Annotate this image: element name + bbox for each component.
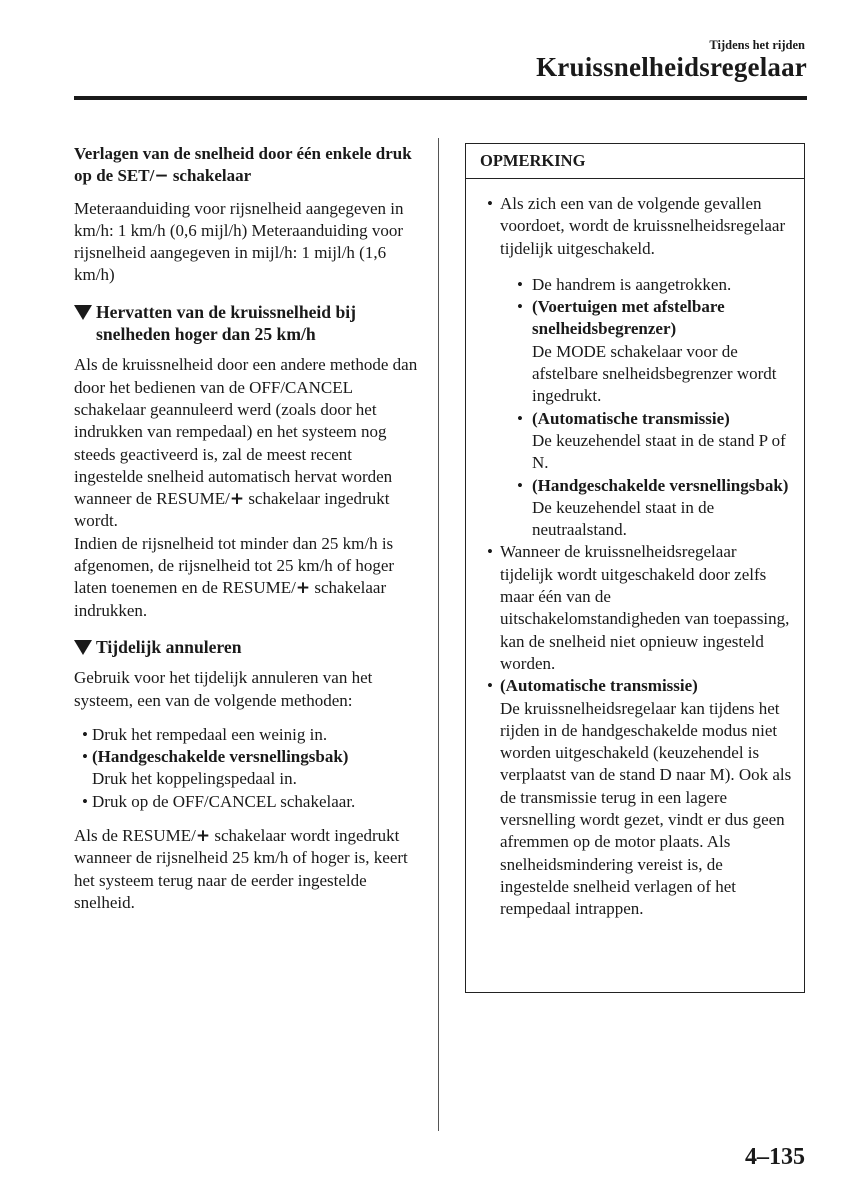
plus-icon: + [229, 489, 245, 510]
note-subitem-text: De keuzehendel staat in de stand P of N. [532, 430, 786, 473]
plus-icon: + [195, 826, 211, 847]
note-item-text: De kruissnelheidsregelaar kan tijdens het rijden in de handgeschakelde modus niet worden uitgeschakeld (keuzehendel is verplaatst van de stand D naar M). Ook als de transmissie terug in een lagere versnelling wordt gezet, vindt er dus geen afremmen op de motor plaats. Als snelheidsmindering vereist is, de ingestelde snelheid verlagen of het rempedaal intrappen. [500, 698, 792, 919]
list-item-text: Druk het rempedaal een weinig in. [92, 724, 328, 744]
resume-text-b: schakelaar ingedrukt wordt. [74, 489, 390, 531]
section-heading-cancel [74, 636, 419, 658]
note-item-bold: (Automatische transmissie) [500, 676, 698, 696]
note-heading: OPMERKING [466, 144, 804, 179]
subheading-tail: schakelaar [168, 166, 252, 186]
triangle-marker-icon [74, 640, 92, 655]
bullet-icon: • [517, 408, 523, 428]
section-heading-text: Hervatten van de kruissnelheid bij snelheden hoger dan 25 km/h [96, 301, 357, 345]
note-subitem-bold: (Handgeschakelde versnellingsbak) [532, 475, 789, 495]
resume-text-d: schakelaar indrukken. [74, 578, 387, 620]
minus-icon: − [154, 166, 169, 187]
section-heading-resume [74, 301, 419, 346]
section-heading-text: Tijdelijk annuleren [96, 636, 242, 657]
bullet-icon: • [487, 194, 493, 213]
list-item [74, 724, 419, 746]
list-item-sub: Druk het koppelingspedaal in. [92, 769, 297, 789]
bullet-icon: • [517, 475, 523, 495]
bullet-icon: • [517, 274, 523, 294]
meter-text: Meteraanduiding voor rijsnelheid aangegeven in km/h: 1 km/h (0,6 mijl/h) Meteraanduiding voor rijsnelheid aangegeven in mijl/h: 1 mijl/h (1,6 km/h) [74, 198, 404, 285]
resume-paragraph-1 [74, 354, 419, 532]
subheading-text: Verlagen van de snelheid door één enkele druk op de SET/ [74, 144, 412, 186]
note-body [466, 179, 804, 921]
list-item [74, 746, 419, 768]
note-subitem [508, 475, 792, 542]
note-subitem [508, 296, 792, 407]
header-rule [74, 96, 807, 100]
resume-text-a: Als de kruissnelheid door een andere methode dan door het bedienen van de OFF/CANCEL schakelaar geannuleerd werd (zoals door het indrukken van rempedaal) en het systeem nog steeds geactiveerd is, zal de meest recent ingestelde snelheid automatisch hervat worden wanneer de RESUME/ [74, 355, 418, 509]
bullet-icon: • [82, 791, 88, 811]
list-item [74, 791, 419, 813]
note-subitem-bold: (Voertuigen met afstelbare snelheidsbegrenzer) [532, 297, 725, 339]
list-item-text: (Handgeschakelde versnellingsbak) [92, 747, 349, 767]
closing-text-a: Als de RESUME/ [74, 826, 196, 846]
closing-paragraph [74, 825, 419, 914]
page-number: 4–135 [745, 1144, 805, 1170]
list-item-text: Druk op de OFF/CANCEL schakelaar. [92, 791, 356, 811]
cancel-intro: Gebruik voor het tijdelijk annuleren van het systeem, een van de volgende methoden: [74, 668, 373, 710]
note-item [480, 193, 792, 260]
note-item [480, 541, 792, 675]
bullet-icon: • [487, 542, 493, 562]
note-subitem-text: De handrem is aangetrokken. [532, 274, 732, 294]
note-item-text: Wanneer de kruissnelheidsregelaar tijdelijk wordt uitgeschakeld door zelfs maar één van de uitschakelomstandigheden van toepassing, kan de snelheid niet opnieuw ingesteld worden. [500, 542, 790, 673]
note-subitem [508, 274, 792, 296]
note-subitem [508, 408, 792, 475]
left-column [74, 143, 419, 925]
note-subitem-text: De MODE schakelaar voor de afstelbare snelheidsbegrenzer wordt ingedrukt. [532, 341, 777, 406]
column-divider [438, 138, 439, 1131]
bullet-icon: • [82, 724, 88, 744]
triangle-marker-icon [74, 305, 92, 320]
subheading [74, 143, 419, 188]
note-item-text: Als zich een van de volgende gevallen voordoet, wordt de kruissnelheidsregelaar tijdelijk uitgeschakeld. [500, 194, 786, 258]
bullet-icon: • [487, 676, 493, 696]
bullet-icon: • [82, 747, 88, 767]
note-subitem-bold: (Automatische transmissie) [532, 408, 730, 428]
note-item [480, 675, 792, 920]
note-box [465, 143, 805, 993]
resume-paragraph-2 [74, 533, 419, 622]
resume-text-c: Indien de rijsnelheid tot minder dan 25 km/h is afgenomen, de rijsnelheid tot 25 km/h of hoger laten toenemen en de RESUME/ [74, 533, 395, 598]
section-label: Tijdens het rijden [709, 38, 805, 52]
plus-icon: + [295, 578, 311, 599]
page-title: Kruissnelheidsregelaar [536, 52, 807, 82]
bullet-icon: • [517, 297, 523, 317]
note-subitem-text: De keuzehendel staat in de neutraalstand. [532, 497, 715, 540]
closing-text-b: schakelaar wordt ingedrukt wanneer de rijsnelheid 25 km/h of hoger is, keert het systeem terug naar de eerder ingestelde snelheid. [74, 826, 408, 912]
